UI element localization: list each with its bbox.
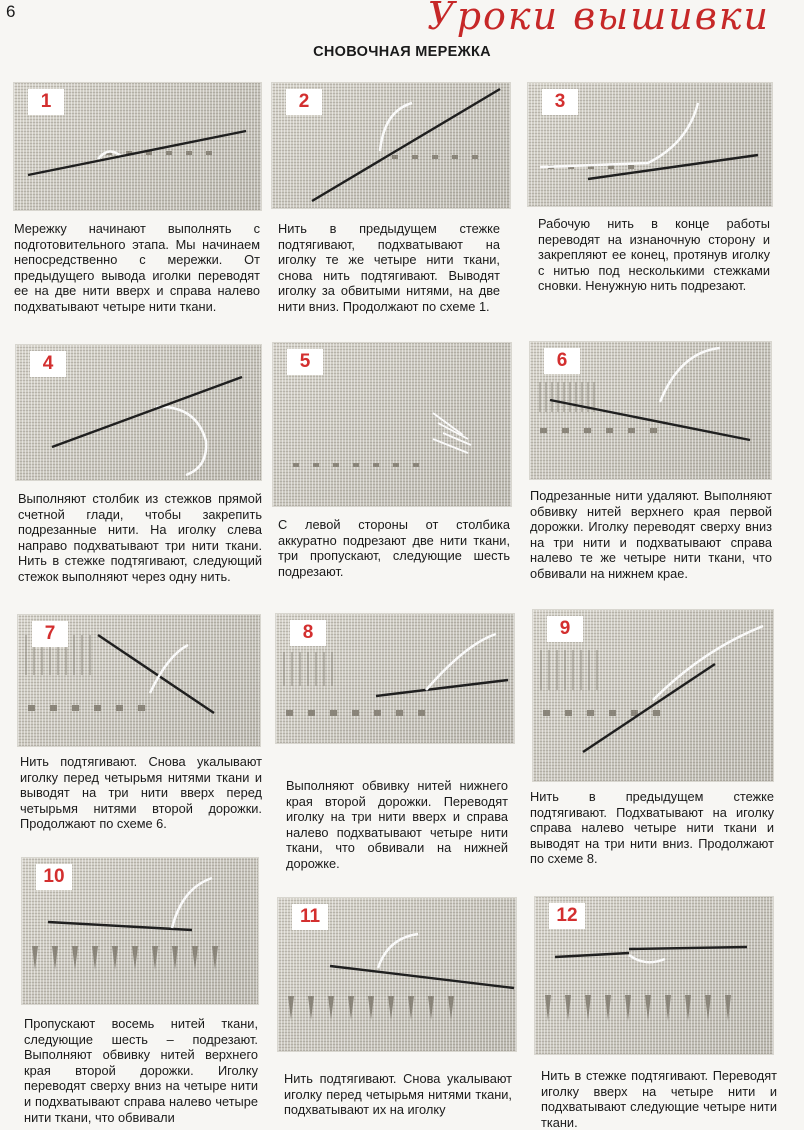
step-number-badge: 3 (542, 89, 578, 115)
step-photo-10 (22, 858, 258, 1004)
step-caption-2: Нить в предыдущем стежке подтягивают, подхватывают на иголку те же четыре нити ткани, снова нить подтягивают. Выводят иголку за обвитыми нитями, на две нити вниз. Продолжают по схеме 1. (278, 221, 500, 314)
step-number-badge: 9 (547, 616, 583, 642)
step-caption-3: Рабочую нить в конце работы переводят на изнаночную сторону и закрепляют ее конец, протянув иголку с нитью под несколькими стежками сновки. Ненужную нить подрезают. (538, 216, 770, 294)
magazine-header-title: Уроки вышивки (427, 0, 770, 38)
page-number: 6 (6, 2, 16, 21)
step-number-badge: 4 (30, 351, 66, 377)
step-photo-5 (273, 343, 511, 506)
step-photo-9 (533, 610, 773, 781)
step-caption-9: Нить в предыдущем стежке подтягивают. Подхватывают на иголку справа налево четыре нити ткани и выводят на три нити вниз. Продолжают по схеме 8. (530, 789, 774, 867)
step-caption-11: Нить подтягивают. Снова укалывают иголку перед четырьмя нитями ткани, подхватывают их на иголку (284, 1071, 512, 1118)
step-caption-12: Нить в стежке подтягивают. Переводят иголку вверх на четыре нити и подхватывают следующие четыре нити ткани. (541, 1068, 777, 1130)
step-number-badge: 12 (549, 903, 585, 929)
step-photo-1 (14, 83, 261, 210)
step-number-badge: 11 (292, 904, 328, 930)
step-caption-5: С левой стороны от столбика аккуратно подрезают две нити ткани, три пропускают, следующие шесть подрезают. (278, 517, 510, 579)
step-photo-7 (18, 615, 260, 746)
step-number-badge: 7 (32, 621, 68, 647)
step-number-badge: 1 (28, 89, 64, 115)
step-photo-11 (278, 898, 516, 1051)
step-photo-12 (535, 897, 773, 1054)
step-number-badge: 2 (286, 89, 322, 115)
step-photo-8 (276, 614, 514, 743)
step-number-badge: 5 (287, 349, 323, 375)
step-caption-1: Мережку начинают выполнять с подготовительного этапа. Мы начинаем непосредственно с мережки. От предыдущего вывода иголки переводят ее на две нити вверх и справа налево подхватывают четыре нити ткани. (14, 221, 260, 314)
step-caption-10: Пропускают восемь нитей ткани, следующие шесть – подрезают. Выполняют обвивку нитей верхнего края второй дорожки. Иголку переводят сверху вниз на четыре нити и подхватывают справа налево четыре нити ткани, что обвивали (24, 1016, 258, 1125)
step-photo-2 (272, 83, 510, 208)
step-photo-3 (528, 83, 772, 206)
step-caption-6: Подрезанные нити удаляют. Выполняют обвивку нитей верхнего края первой дорожки. Иголку переводят сверху вниз на три нити и подхватывают справа налево те же четыре нити ткани, что обвивали на нижнем крае. (530, 488, 772, 581)
step-photo-4 (16, 345, 261, 480)
step-caption-7: Нить подтягивают. Снова укалывают иголку перед четырьмя нитями ткани и выводят на три нити вверх перед четырьмя нитями второй дорожки. Продолжают по схеме 6. (20, 754, 262, 832)
section-title: СНОВОЧНАЯ МЕРЕЖКА (313, 44, 491, 60)
step-photo-6 (530, 342, 771, 479)
step-caption-8: Выполняют обвивку нитей нижнего края второй дорожки. Переводят иголку на три нити вверх и справа налево подхватывают четыре нити ткани, что обвивали на нижней дорожке. (286, 778, 508, 871)
step-caption-4: Выполняют столбик из стежков прямой счетной глади, чтобы закрепить подрезанные нити. На иголку слева направо подхватывают три нити ткани. Нить в стежке подтягивают, следующий стежок выполняют через одну нить. (18, 491, 262, 584)
step-number-badge: 8 (290, 620, 326, 646)
step-number-badge: 10 (36, 864, 72, 890)
step-number-badge: 6 (544, 348, 580, 374)
